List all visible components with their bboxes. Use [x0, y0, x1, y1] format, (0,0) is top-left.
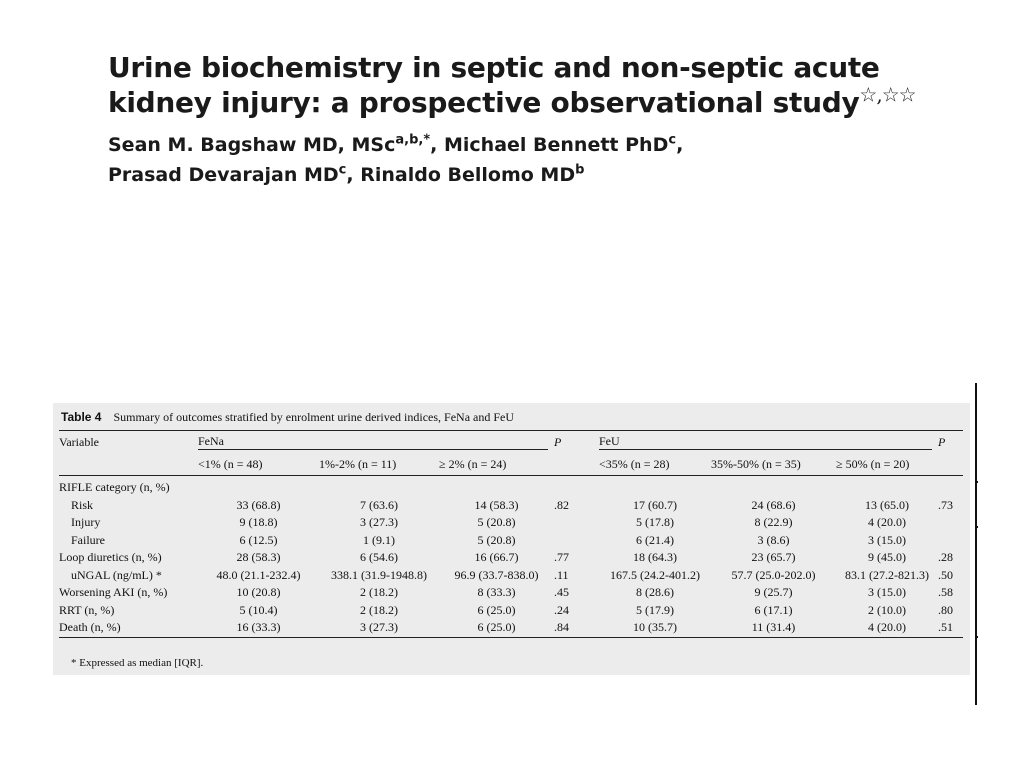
table-cell — [711, 476, 836, 497]
p-value-cell: .77 — [554, 550, 569, 565]
table-cell: 83.1 (27.2-821.3) — [845, 567, 929, 582]
table-cell: 57.7 (25.0-202.0) — [731, 567, 816, 582]
table-cell: 16 (33.3) — [198, 619, 319, 637]
table-caption-text: Summary of outcomes stratified by enrolment urine derived indices, FeNa and FeU — [113, 410, 515, 424]
author-affiliation: a,b,* — [395, 132, 431, 148]
slide-edge-line — [975, 383, 977, 705]
table-cell: 11 (31.4) — [711, 619, 836, 637]
table-cell: 8 (28.6) — [636, 585, 674, 600]
table-cell: 6 (54.6) — [360, 550, 398, 565]
p-value-cell — [554, 514, 599, 532]
p-value-cell: .28 — [938, 550, 953, 565]
table-row — [59, 567, 963, 585]
author-separator: , — [430, 134, 444, 156]
table-cell: 5 (17.9) — [636, 602, 674, 617]
p-value-cell — [554, 532, 599, 550]
table-cell: 9 (18.8) — [239, 515, 278, 530]
row-label: Failure — [71, 532, 105, 547]
header-feu-group — [599, 431, 938, 454]
header-feu-ge50: ≥ 50% (n = 20) — [836, 453, 938, 476]
table-cell: 4 (20.0) — [836, 619, 938, 637]
author-name: Rinaldo Bellomo MD — [360, 164, 576, 186]
table-cell: 3 (15.0) — [868, 532, 906, 547]
table-cell: 96.9 (33.7-838.0) — [454, 567, 539, 582]
table-cell: 16 (66.7) — [474, 550, 519, 565]
p-value-cell: .50 — [938, 567, 953, 582]
table-row — [59, 602, 963, 620]
table-cell: 2 (18.2) — [360, 585, 398, 600]
header-blank-p1 — [554, 453, 599, 476]
table-row — [59, 476, 963, 497]
table-cell: 23 (65.7) — [751, 550, 796, 565]
edge-tick — [975, 636, 978, 638]
header-fena-group — [198, 431, 554, 454]
p-value-cell: .51 — [938, 619, 963, 637]
table-cell — [599, 476, 711, 497]
p-value-cell: .45 — [554, 585, 569, 600]
row-label: RRT (n, %) — [59, 602, 115, 617]
table-cell: 5 (10.4) — [239, 602, 278, 617]
table-cell: 9 (25.7) — [754, 585, 793, 600]
table-cell: 10 (20.8) — [236, 585, 281, 600]
table-cell: 7 (63.6) — [360, 497, 398, 512]
table-cell: 8 (33.3) — [477, 585, 516, 600]
table-cell: 338.1 (31.9-1948.8) — [331, 567, 427, 582]
row-label: Injury — [71, 515, 101, 530]
author-separator: , — [346, 164, 361, 186]
outcomes-table — [59, 430, 963, 638]
p-value-cell: .58 — [938, 585, 953, 600]
table-cell: 5 (20.8) — [477, 515, 516, 530]
table-row — [59, 497, 963, 515]
header-blank — [59, 453, 198, 476]
header-p-fena — [554, 431, 599, 454]
table-cell: 5 (20.8) — [477, 532, 516, 547]
author-affiliation: b — [575, 162, 585, 178]
row-label: Risk — [71, 497, 94, 512]
header-fena: FeNa — [198, 434, 548, 450]
author-affiliation: c — [668, 132, 677, 148]
table-cell: 3 (15.0) — [868, 585, 906, 600]
p-value-cell — [938, 532, 963, 550]
table-cell — [198, 476, 319, 497]
header-fena-lt1: <1% (n = 48) — [198, 453, 319, 476]
header-variable: Variable — [59, 431, 198, 454]
header-feu: FeU — [599, 434, 932, 450]
paper-title-text: Urine biochemistry in septic and non-septic acute kidney injury: a prospective observational study — [108, 51, 880, 119]
table-row — [59, 514, 963, 532]
table-footnote: * Expressed as median [IQR]. — [71, 657, 204, 669]
table-cell: 33 (68.8) — [236, 497, 281, 512]
title-footnote-stars: ☆,☆☆ — [859, 82, 916, 107]
edge-tick — [975, 526, 978, 528]
table-caption — [61, 410, 514, 425]
row-label: Loop diuretics (n, %) — [59, 550, 162, 565]
p-value-cell: .11 — [554, 567, 569, 582]
table-cell: 2 (18.2) — [360, 602, 398, 617]
table-cell: 6 (25.0) — [439, 619, 554, 637]
table-cell: 17 (60.7) — [633, 497, 677, 512]
p-value-cell: .80 — [938, 602, 953, 617]
table-cell: 167.5 (24.2-401.2) — [610, 567, 700, 582]
table-cell: 10 (35.7) — [599, 619, 711, 637]
header-feu-lt35: <35% (n = 28) — [599, 453, 711, 476]
table-4 — [53, 403, 970, 675]
row-label: uNGAL (ng/mL) * — [71, 567, 162, 582]
table-row — [59, 584, 963, 602]
table-cell: 48.0 (21.1-232.4) — [216, 567, 301, 582]
table-cell: 2 (10.0) — [868, 602, 906, 617]
author-affiliation: c — [338, 162, 347, 178]
p-value-cell — [938, 514, 963, 532]
table-cell — [836, 476, 938, 497]
author-name: Sean M. Bagshaw MD, MSc — [108, 134, 396, 156]
header-fena-ge2: ≥ 2% (n = 24) — [439, 453, 554, 476]
table-body — [59, 476, 963, 638]
table-cell: 3 (8.6) — [757, 532, 790, 547]
table-cell — [319, 476, 439, 497]
paper-title — [108, 50, 928, 120]
table-cell: 28 (58.3) — [236, 550, 281, 565]
author-list — [108, 130, 928, 190]
paper-header — [108, 50, 928, 190]
table-row — [59, 619, 963, 637]
author — [108, 134, 444, 156]
p-value-cell: .73 — [938, 497, 953, 512]
table-cell: 6 (21.4) — [636, 532, 674, 547]
table-row — [59, 549, 963, 567]
header-fena-1-2: 1%-2% (n = 11) — [319, 453, 439, 476]
edge-tick — [975, 481, 978, 483]
table-cell: 13 (65.0) — [865, 497, 909, 512]
p-value-cell — [938, 476, 963, 497]
row-label: Death (n, %) — [59, 619, 198, 637]
table-cell: 3 (27.3) — [360, 515, 398, 530]
table-label: Table 4 — [61, 410, 102, 424]
p-value-cell — [554, 476, 599, 497]
table-cell: 4 (20.0) — [868, 515, 906, 530]
author-name: Prasad Devarajan MD — [108, 164, 339, 186]
table-cell: 8 (22.9) — [754, 515, 793, 530]
table-cell: 6 (12.5) — [239, 532, 278, 547]
author — [108, 164, 360, 186]
author-name: Michael Bennett PhD — [443, 134, 669, 156]
table-cell: 3 (27.3) — [319, 619, 439, 637]
p-value-cell: .84 — [554, 619, 599, 637]
header-p-feu-text: P — [938, 434, 946, 449]
author-separator: , — [676, 134, 684, 156]
table-cell: 6 (17.1) — [754, 602, 793, 617]
table-cell: 14 (58.3) — [474, 497, 519, 512]
table-cell: 24 (68.6) — [751, 497, 796, 512]
p-value-cell: .24 — [554, 602, 569, 617]
table-cell: 5 (17.8) — [636, 515, 674, 530]
header-row-subgroups — [59, 453, 963, 476]
author — [360, 164, 584, 186]
table-row — [59, 532, 963, 550]
table-cell: 18 (64.3) — [633, 550, 677, 565]
row-label: Worsening AKI (n, %) — [59, 585, 168, 600]
header-row-groups — [59, 431, 963, 454]
table-cell — [439, 476, 554, 497]
author — [444, 134, 683, 156]
table-cell: 1 (9.1) — [363, 532, 395, 547]
table-cell: 9 (45.0) — [868, 550, 906, 565]
header-feu-35-50: 35%-50% (n = 35) — [711, 453, 836, 476]
header-p-feu — [938, 431, 963, 454]
header-p-fena-text: P — [554, 434, 562, 449]
header-blank-p2 — [938, 453, 963, 476]
row-label: RIFLE category (n, %) — [59, 480, 170, 495]
p-value-cell: .82 — [554, 497, 569, 512]
table-cell: 6 (25.0) — [477, 602, 516, 617]
